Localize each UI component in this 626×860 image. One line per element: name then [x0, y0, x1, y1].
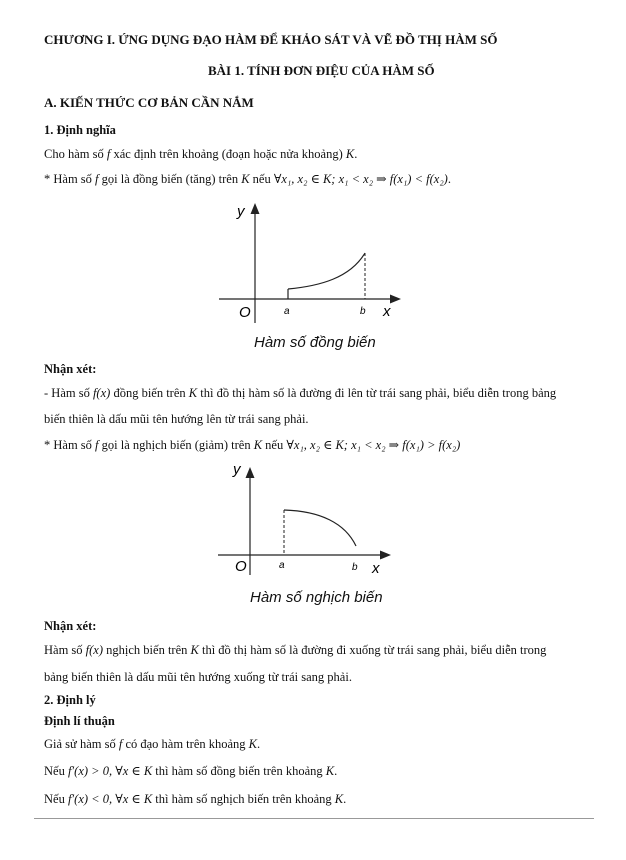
- thm1-part2: có đạo hàm trên khoảng: [125, 737, 246, 751]
- x-arrow-icon: [390, 295, 401, 304]
- thm1-part1: Giả sử hàm số: [44, 737, 116, 751]
- inc-part2: gọi là đồng biến (tăng) trên: [101, 172, 239, 186]
- inc-f-symbol: f: [95, 172, 99, 186]
- thm2-part1: Nếu: [44, 764, 65, 778]
- increasing-graph: [215, 198, 405, 326]
- theorem-line3: [44, 791, 346, 807]
- inc-part1: * Hàm số: [44, 172, 92, 186]
- remark1-heading: Nhận xét:: [44, 362, 97, 376]
- decreasing-definition: [44, 437, 460, 453]
- decreasing-graph-caption: Hàm số nghịch biến: [250, 589, 383, 606]
- y-arrow-icon: [251, 203, 260, 214]
- theorem-line2: [44, 763, 337, 779]
- thm3-part1: Nếu: [44, 792, 65, 806]
- remark1-line1: [44, 386, 556, 401]
- y-arrow-icon: [246, 467, 255, 478]
- dec-part2: gọi là nghịch biến (giảm) trên: [101, 438, 251, 452]
- dec-part1: * Hàm số: [44, 438, 92, 452]
- def-text-part2: xác định trên khoảng (đoạn hoặc nửa khoảng): [113, 147, 343, 161]
- thm1-end: .: [257, 737, 261, 751]
- remark1-part-b: đồng biến trên: [113, 386, 186, 400]
- thm3-part2: thì hàm số nghịch biến trên khoảng: [155, 792, 332, 806]
- thm2-part2: thì hàm số đồng biến trên khoảng: [155, 764, 323, 778]
- remark2-heading: Nhận xét:: [44, 619, 97, 633]
- thm2-end: .: [334, 764, 338, 778]
- def-f-symbol: f: [106, 147, 111, 161]
- remark1-part-c: thì đồ thị hàm số là đường đi lên từ trái sang phải, biểu diễn trong bảng: [200, 386, 557, 400]
- remark1-fx: f(x): [92, 386, 111, 400]
- definition-heading: 1. Định nghĩa: [44, 123, 116, 137]
- increasing-curve: [288, 253, 365, 289]
- remark2-line2: bảng biến thiên là dấu mũi tên hướng xuống từ trái sang phải.: [44, 670, 352, 684]
- thm3-end: .: [343, 792, 347, 806]
- a-label: a: [279, 560, 285, 571]
- lesson-title: BÀI 1. TÍNH ĐƠN ĐIỆU CỦA HÀM SỐ: [208, 63, 435, 78]
- remark1-k: K: [188, 386, 198, 400]
- increasing-graph-caption: Hàm số đồng biến: [254, 334, 376, 351]
- def-text-part1: Cho hàm số: [44, 147, 104, 161]
- thm2-formula: f′(x) > 0, ∀x ∈ K: [67, 764, 153, 778]
- inc-formula: ∀x₁, x₂ ∈ K; x₁ < x₂ ⇒ f(x₁) < f(x₂): [273, 172, 448, 186]
- a-label: a: [284, 306, 290, 317]
- y-label: y: [233, 461, 241, 478]
- remark2-fx: f(x): [85, 643, 104, 657]
- dec-k-symbol: K: [253, 438, 263, 452]
- section-a-heading: A. KIẾN THỨC CƠ BẢN CẦN NẮM: [44, 95, 254, 110]
- remark2-part-b: nghịch biến trên: [106, 643, 188, 657]
- increasing-definition: [44, 171, 451, 187]
- remark2-part-a: Hàm số: [44, 643, 83, 657]
- footer-divider: [34, 818, 594, 819]
- x-label: x: [383, 303, 391, 320]
- inc-k-symbol: K: [241, 172, 250, 186]
- dec-formula: ∀x₁, x₂ ∈ K; x₁ < x₂ ⇒ f(x₁) > f(x₂): [286, 438, 461, 452]
- theorem-subheading: Định lí thuận: [44, 714, 115, 728]
- origin-label: O: [239, 304, 251, 321]
- x-arrow-icon: [380, 551, 391, 560]
- theorem-line1: [44, 737, 260, 752]
- origin-label: O: [235, 558, 247, 575]
- remark2-k: K: [190, 643, 199, 657]
- theorem-heading: 2. Định lý: [44, 693, 96, 707]
- decreasing-curve: [284, 510, 356, 546]
- remark1-line2: biến thiên là dấu mũi tên hướng lên từ trái sang phải.: [44, 412, 309, 426]
- def-text-end: .: [354, 147, 358, 161]
- thm2-k: K: [325, 764, 335, 778]
- inc-part3: nếu: [252, 172, 271, 186]
- y-label: y: [237, 203, 245, 220]
- b-label: b: [352, 562, 358, 573]
- b-label: b: [360, 306, 366, 317]
- dec-part3: nếu: [265, 438, 284, 452]
- inc-end: .: [447, 172, 451, 186]
- remark2-part-c: thì đồ thị hàm số là đường đi xuống từ trái sang phải, biểu diễn trong: [201, 643, 547, 657]
- thm3-k: K: [334, 792, 344, 806]
- x-label: x: [372, 560, 380, 577]
- def-k-symbol: K: [345, 147, 355, 161]
- thm3-formula: f′(x) < 0, ∀x ∈ K: [67, 792, 153, 806]
- remark2-line1: [44, 643, 546, 658]
- chapter-title: CHƯƠNG I. ỨNG DỤNG ĐẠO HÀM ĐỂ KHẢO SÁT VÀ VẼ ĐỒ THỊ HÀM SỐ: [44, 32, 498, 47]
- definition-text: [44, 147, 357, 162]
- thm1-f: f: [118, 737, 123, 751]
- remark1-part-a: - Hàm số: [44, 386, 90, 400]
- thm1-k: K: [248, 737, 258, 751]
- decreasing-graph: [215, 458, 405, 578]
- dec-f-symbol: f: [95, 438, 99, 452]
